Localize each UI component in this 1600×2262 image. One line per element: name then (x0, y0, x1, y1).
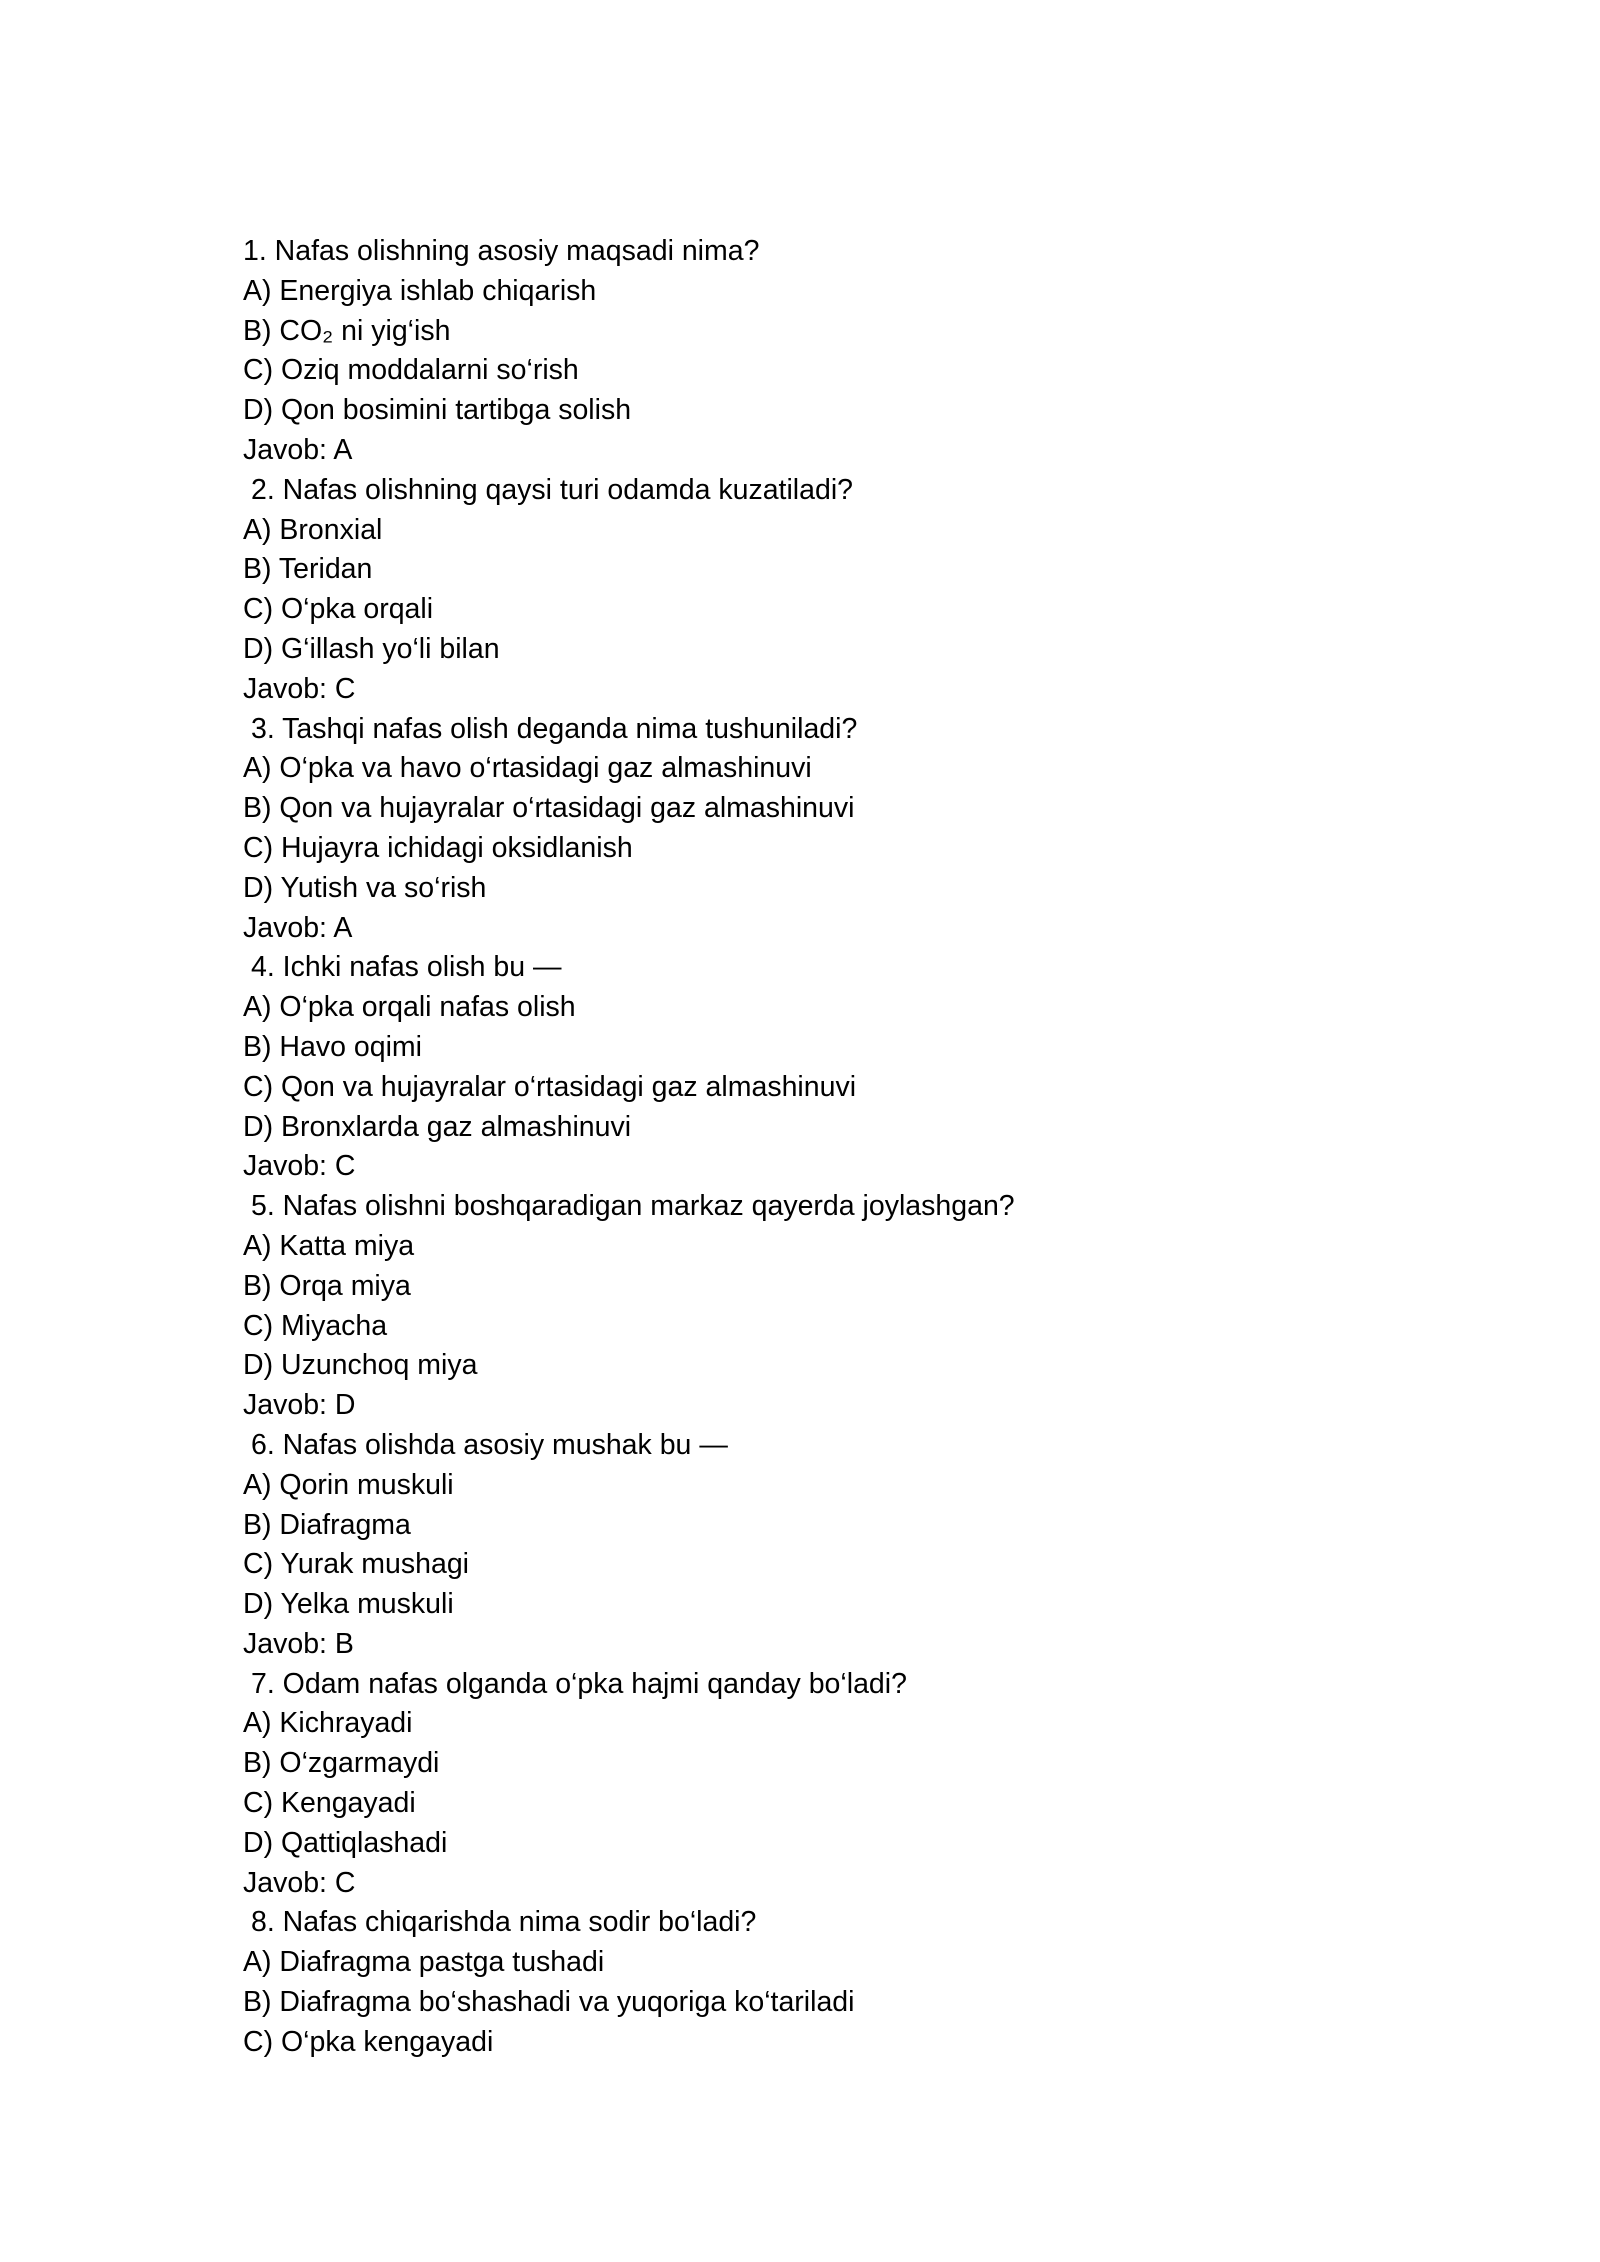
correct-answer: Javob: C (243, 672, 356, 705)
question-text: 5. Nafas olishni boshqaradigan markaz qayerda joylashgan? (251, 1190, 1015, 1223)
answer-option: C) Hujayra ichidagi oksidlanish (243, 831, 633, 864)
question-block (243, 232, 1393, 471)
answer-option: A) Energiya ishlab chiqarish (243, 274, 597, 307)
answer-option: A) O‘pka va havo o‘rtasidagi gaz almashinuvi (243, 752, 812, 785)
question-block (243, 948, 1393, 1187)
answer-option: C) O‘pka kengayadi (243, 2025, 494, 2058)
question-text: 7. Odam nafas olganda o‘pka hajmi qanday bo‘ladi? (251, 1667, 907, 1700)
answer-option: C) O‘pka orqali (243, 593, 434, 626)
answer-option: C) Qon va hujayralar o‘rtasidagi gaz almashinuvi (243, 1070, 857, 1103)
answer-option: D) Qattiqlashadi (243, 1826, 448, 1859)
answer-option: D) Uzunchoq miya (243, 1349, 478, 1382)
answer-option: B) CO₂ ni yig‘ish (243, 314, 451, 347)
answer-option: A) O‘pka orqali nafas olish (243, 991, 576, 1024)
question-block (243, 1426, 1393, 1665)
answer-option: B) Diafragma (243, 1508, 411, 1541)
answer-option: B) Teridan (243, 553, 373, 586)
question-text: 8. Nafas chiqarishda nima sodir bo‘ladi? (251, 1906, 757, 1939)
quiz-content (243, 232, 1393, 2063)
answer-option: C) Miyacha (243, 1309, 388, 1342)
question-block (243, 710, 1393, 949)
question-block (243, 1903, 1393, 2062)
correct-answer: Javob: A (243, 433, 353, 466)
question-text: 3. Tashqi nafas olish deganda nima tushuniladi? (251, 712, 858, 745)
answer-option: B) Qon va hujayralar o‘rtasidagi gaz almashinuvi (243, 792, 855, 825)
answer-option: B) Havo oqimi (243, 1030, 422, 1063)
answer-option: C) Yurak mushagi (243, 1548, 469, 1581)
question-text: 1. Nafas olishning asosiy maqsadi nima? (243, 235, 760, 267)
correct-answer: Javob: C (243, 1866, 356, 1899)
answer-option: C) Kengayadi (243, 1787, 416, 1820)
answer-option: B) O‘zgarmaydi (243, 1747, 440, 1780)
answer-option: B) Orqa miya (243, 1269, 411, 1302)
answer-option: C) Oziq moddalarni so‘rish (243, 354, 579, 387)
correct-answer: Javob: B (243, 1627, 354, 1660)
answer-option: A) Kichrayadi (243, 1707, 413, 1740)
answer-option: D) Yelka muskuli (243, 1588, 454, 1621)
answer-option: D) Bronxlarda gaz almashinuvi (243, 1110, 632, 1143)
question-block (243, 471, 1393, 710)
question-text: 4. Ichki nafas olish bu — (251, 951, 562, 984)
question-block (243, 1187, 1393, 1426)
question-text: 2. Nafas olishning qaysi turi odamda kuzatiladi? (251, 473, 854, 506)
correct-answer: Javob: A (243, 911, 353, 944)
correct-answer: Javob: D (243, 1389, 356, 1422)
answer-option: A) Qorin muskuli (243, 1468, 454, 1501)
answer-option: D) Qon bosimini tartibga solish (243, 394, 632, 427)
answer-option: A) Bronxial (243, 513, 383, 546)
answer-option: D) G‘illash yo‘li bilan (243, 632, 500, 665)
answer-option: B) Diafragma bo‘shashadi va yuqoriga ko‘tariladi (243, 1986, 855, 2019)
answer-option: A) Katta miya (243, 1229, 415, 1262)
correct-answer: Javob: C (243, 1150, 356, 1183)
answer-option: A) Diafragma pastga tushadi (243, 1946, 605, 1979)
answer-option: D) Yutish va so‘rish (243, 871, 487, 904)
question-block (243, 1665, 1393, 1904)
question-text: 6. Nafas olishda asosiy mushak bu — (251, 1428, 728, 1461)
